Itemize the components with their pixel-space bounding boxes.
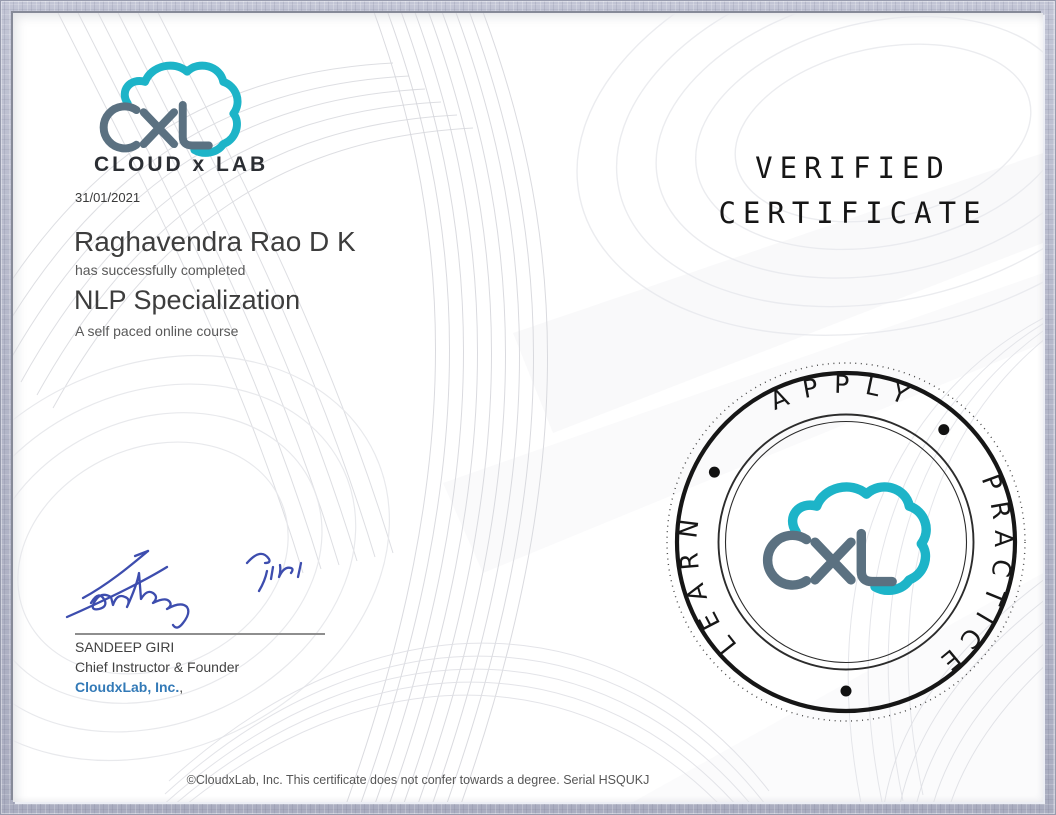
seal-word-practice (927, 471, 1018, 683)
course-subtitle: A self paced online course (75, 323, 239, 339)
company-link[interactable]: CloudxLab, Inc. (75, 679, 180, 695)
signatory-role: Chief Instructor & Founder (75, 659, 240, 675)
completion-text: has successfully completed (75, 262, 246, 278)
signatory-name: SANDEEP GIRI (75, 639, 175, 655)
signatory-company (75, 679, 183, 695)
seal-word-apply-text: APPLY (765, 369, 927, 416)
cloudxlab-logo (93, 57, 245, 166)
seal-word-practice-text: PRACTICE (927, 470, 1019, 683)
verified-line: VERIFIED (755, 151, 951, 185)
seal-dot (709, 467, 720, 478)
seal-dot (938, 424, 949, 435)
company-suffix: , (179, 679, 184, 695)
seal-dot (841, 686, 852, 697)
certificate-line: CERTIFICATE (718, 196, 988, 230)
seal-word-learn-text: LEARN (673, 504, 743, 660)
course-title: NLP Specialization (74, 285, 301, 315)
brand-name: CLOUD x LAB (94, 153, 269, 176)
issue-date: 31/01/2021 (75, 190, 141, 205)
certificate-paper (13, 13, 1043, 802)
signature-handwriting (63, 537, 343, 637)
verified-certificate-label (633, 146, 1043, 236)
footer-disclaimer: ©CloudxLab, Inc. This certificate does not confer towards a degree. Serial HSQUKJ (186, 773, 650, 787)
signature-divider (75, 633, 325, 635)
recipient-name: Raghavendra Rao D K (74, 226, 356, 257)
seal-cxl-logo (768, 487, 927, 590)
certificate-seal (659, 355, 1033, 729)
seal-word-apply (766, 370, 926, 416)
